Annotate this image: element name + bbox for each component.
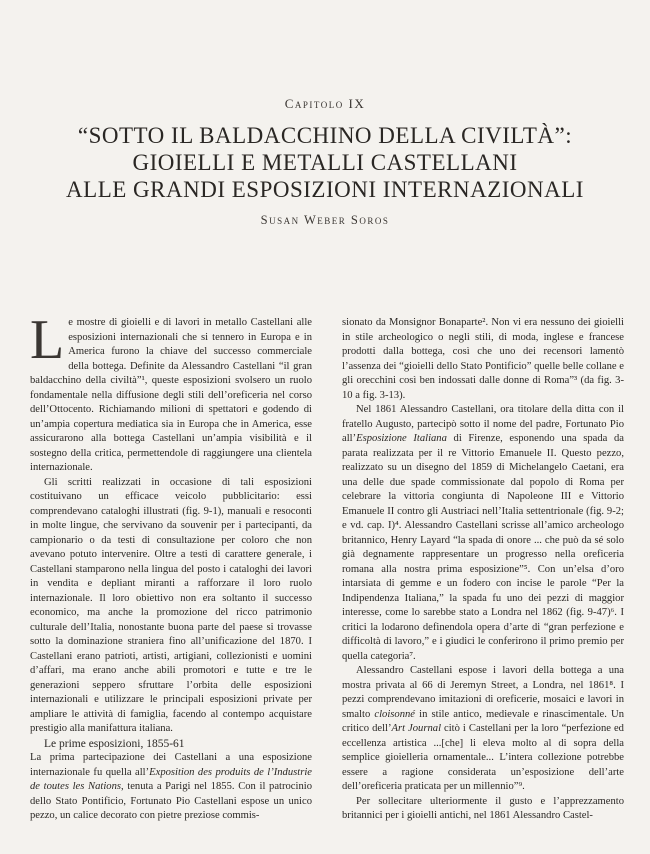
paragraph-text: di Firenze, esponendo una spada da parata realizzata per il re Vittorio Emanuele II. Questo pezzo, realizzato su un disegno del 1859 di Michelangelo Caetani, era una delle due spade commissionate dal popolo di Roma per celebrare la vittoria congiunta di Napoleone III e Vittorio Emanuele II contro gli Austriaci nell’Italia settentrionale (fig. 9-2; e vd. cap. I)⁴. Alessandro Castellani scrisse all’amico archeologo britannico, Henry Layard “la spada di onore ... che può da sé solo già degnamente rappresentare un progresso nella oreficeria romana alla nostra prima esposizione”⁵. Con un’elsa d’oro intarsiata di gemme e un fodero con incise le parole “Per la Indipendenza Italiana,” la spada fu uno dei pezzi di maggior interesse, come lo sarebbe stato a Londra nel 1862 (fig. 9-47)⁶. I critici la lodarono definendola opera d’arte di “gran perfezione e difficoltà di lavoro,” e i giudici le conferirono il primo premio per quella categoria⁷.	[342, 433, 624, 662]
paragraph-text: in stile antico, medievale e rinascimentale. Un critico dell’	[342, 708, 624, 734]
paragraph: Per sollecitare ulteriormente il gusto e l’apprezzamento britannici per i gioielli antichi, nel 1861 Alessandro Castel-	[342, 795, 624, 821]
title-line-2: GIOIELLI E METALLI CASTELLANI	[132, 150, 518, 175]
drop-cap: L	[30, 309, 65, 371]
title-line-3: ALLE GRANDI ESPOSIZIONI INTERNAZIONALI	[66, 177, 584, 202]
paragraph-text: e mostre di gioielli e di lavori in metallo Castellani alle esposizioni internazionali che si tennero in Europa e in America furono la chiave del successo commerciale della bottega. Definite da Alessandro Castellani “il gran baldacchino della civiltà”¹, queste esposizioni svolsero un ruolo fondamentale nella diffusione degli stili dell’oreficeria nel corso dell’Ottocento. Richiamando milioni di spettatori e godendo di un’ampia copertura mediatica sia in Europa che in America, esse assicurarono alla bottega Castellani un’ampia visibilità e il sostegno della critica, permettendole di raggiungere una clientela internazionale.	[30, 317, 312, 473]
paragraph: sionato da Monsignor Bonaparte². Non vi era nessuno dei gioielli in stile archeologico o negli stili, di moda, inglese e francese prodotti dalla bottega, così che uno dei recensori lamentò l’assenza dei “gioielli dello Stato Pontificio” quelle belle collane e gli orecchini così ben indossati dalle donne di Roma”³ (da fig. 3-10 a fig. 3-13).	[342, 317, 624, 401]
body-text	[30, 309, 624, 826]
paragraph-text: citò i Castellani per la loro “perfezione ed eccellenza artistica ...[che] li eleva molto al di sopra della semplice gioielleria ornamentale... L’intera collezione potrebbe essere a ragione considerata un’esposizione dell’arte dell’oreficeria praticata per un millennio”⁹.	[342, 723, 624, 792]
italic-title: Exposition des produits de l’Industrie de toutes les Nations	[30, 766, 312, 792]
paragraph-text: La prima partecipazione dei Castellani a una esposizione internazionale fu quella all’	[30, 752, 312, 778]
paragraph	[342, 403, 624, 664]
paragraph	[30, 751, 312, 824]
paragraph: Gli scritti realizzati in occasione di tali esposizioni costituivano un efficace veicolo pubblicitario: essi comprendevano cataloghi illustrati (fig. 9-1), manuali e resoconti in molte lingue, che servivano da souvenir per i partecipanti, da campionario o da testi di consultazione per coloro che non avevano potuto intervenire. Oltre a testi di carattere generale, i Castellani stamparono nella lingua del posto i cataloghi dei lavori in vendita e depliant miranti a rafforzare il loro ruolo internazionale. Il loro obiettivo non era soltanto il successo economico, ma anche la promozione del ricco patrimonio culturale dell’Italia, nonostante buona parte del paese si trovasse sotto la dominazione straniera fino all’unificazione del 1870. I Castellani erano patrioti, artisti, artigiani, collezionisti e uomini d’affari, ma erano anche abili promotori e tutte e tre le generazioni seppero sfruttare l’orbita delle esposizioni internazionali e utilizzare le principali esposizioni private per ampliare le attività di famiglia, facendo al contempo acquistare prestigio alla manifattura italiana.	[30, 476, 312, 734]
italic-title: Esposizione Italiana	[356, 433, 447, 444]
left-column	[30, 309, 312, 826]
italic-title: Art Journal	[391, 723, 442, 734]
paragraph-text: , tenuta a Parigi nel 1855. Con il patrocinio dello Stato Pontificio, Fortunato Pio Castellani espose un unico pezzo, un calice decorato con pietre preziose commis-	[30, 781, 312, 821]
author-name: Susan Weber Soros	[260, 213, 390, 227]
paragraph	[342, 664, 624, 795]
italic-term: cloisonné	[374, 708, 415, 720]
paragraph-text: Nel 1861 Alessandro Castellani, ora titolare della ditta con il fratello Augusto, partecipò sotto il nome del padre, Fortunato Pio all’	[342, 404, 624, 444]
title-line-1: “SOTTO IL BALDACCHINO DELLA CIVILTÀ”:	[77, 123, 573, 148]
paragraph	[30, 309, 312, 476]
chapter-header	[0, 96, 650, 228]
section-heading: Le prime esposizioni, 1855-61	[44, 737, 185, 750]
chapter-number: Capitolo IX	[284, 96, 366, 111]
right-column	[342, 316, 624, 826]
chapter-title	[30, 122, 620, 203]
paragraph-text: Alessandro Castellani espose i lavori della bottega a una mostra privata al 66 di Jeremyn Street, a Londra, nel 1861⁸. I pezzi comprendevano imitazioni di oreficerie, mosaici e lavori in smalto	[342, 665, 624, 720]
